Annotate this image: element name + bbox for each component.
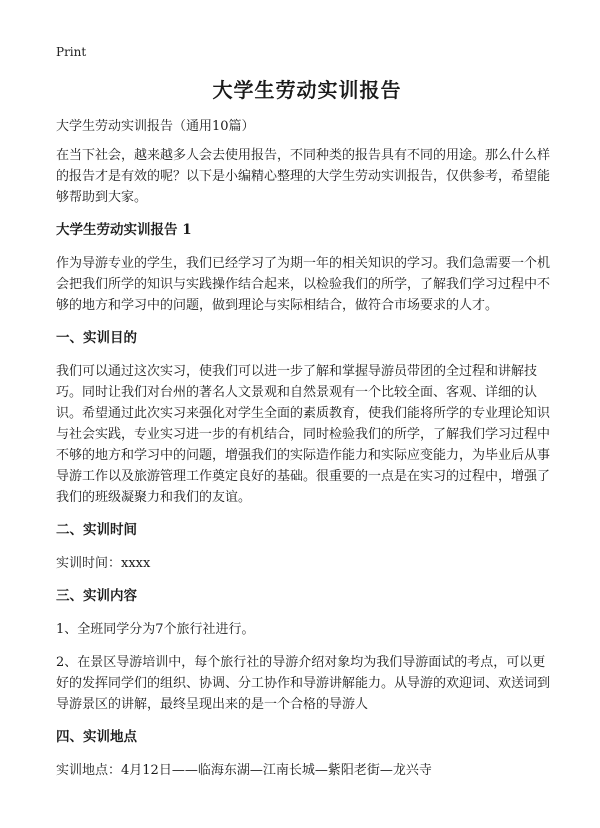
purpose-heading: 一、实训目的 — [56, 330, 137, 346]
doc-subtitle: 大学生劳动实训报告（通用10篇） — [56, 119, 255, 134]
location-paragraph: 实训地点：4月12日——临海东湖—江南长城—紫阳老街—龙兴寺 — [56, 763, 432, 778]
print-link[interactable]: Print — [56, 45, 87, 59]
location-heading: 四、实训地点 — [56, 729, 137, 745]
content-item-2: 2、在景区导游培训中，每个旅行社的导游介绍对象均为我们导游面试的考点，可以更好的发挥同学们的组织、协调、分工协作和导游讲解能力。从导游的欢迎词、欢送词到导游景区的讲解，最终呈现出来的是一个合格的导游人 — [56, 655, 551, 712]
time-paragraph: 实训时间：xxxx — [56, 556, 151, 571]
page-title: 大学生劳动实训报告 — [212, 78, 402, 102]
content-heading: 三、实训内容 — [56, 588, 137, 604]
section-heading: 大学生劳动实训报告 1 — [56, 222, 192, 238]
content-item-1: 1、全班同学分为7个旅行社进行。 — [56, 622, 255, 637]
purpose-paragraph: 我们可以通过这次实习，使我们可以进一步了解和掌握导游员带团的全过程和讲解技巧。同时让我们对台州的著名人文景观和自然景观有一个比较全面、客观、详细的认识。希望通过此次实习来强化对学生全面的素质教育，使我们能将所学的专业理论知识与社会实践，专业实习进一步的有机结合，同时检验我们的所学，了解我们学习过程中不够的地方和学习中的问题，增强我们的实际造作能力和实际应变能力，为毕业后从事导游工作以及旅游管理工作奠定良好的基础。很重要的一点是在实习的过程中，增强了我们的班级凝聚力和我们的友谊。 — [56, 364, 551, 505]
section-intro-paragraph: 作为导游专业的学生，我们已经学习了为期一年的相关知识的学习。我们急需要一个机会把我们所学的知识与实践操作结合起来，以检验我们的所学，了解我们学习过程中不够的地方和学习中的问题，做到理论与实际相结合，做符合市场要求的人才。 — [56, 256, 551, 313]
time-heading: 二、实训时间 — [56, 522, 137, 538]
intro-paragraph: 在当下社会，越来越多人会去使用报告，不同种类的报告具有不同的用途。那么什么样的报告才是有效的呢？以下是小编精心整理的大学生劳动实训报告，仅供参考，希望能够帮助到大家。 — [56, 148, 551, 205]
